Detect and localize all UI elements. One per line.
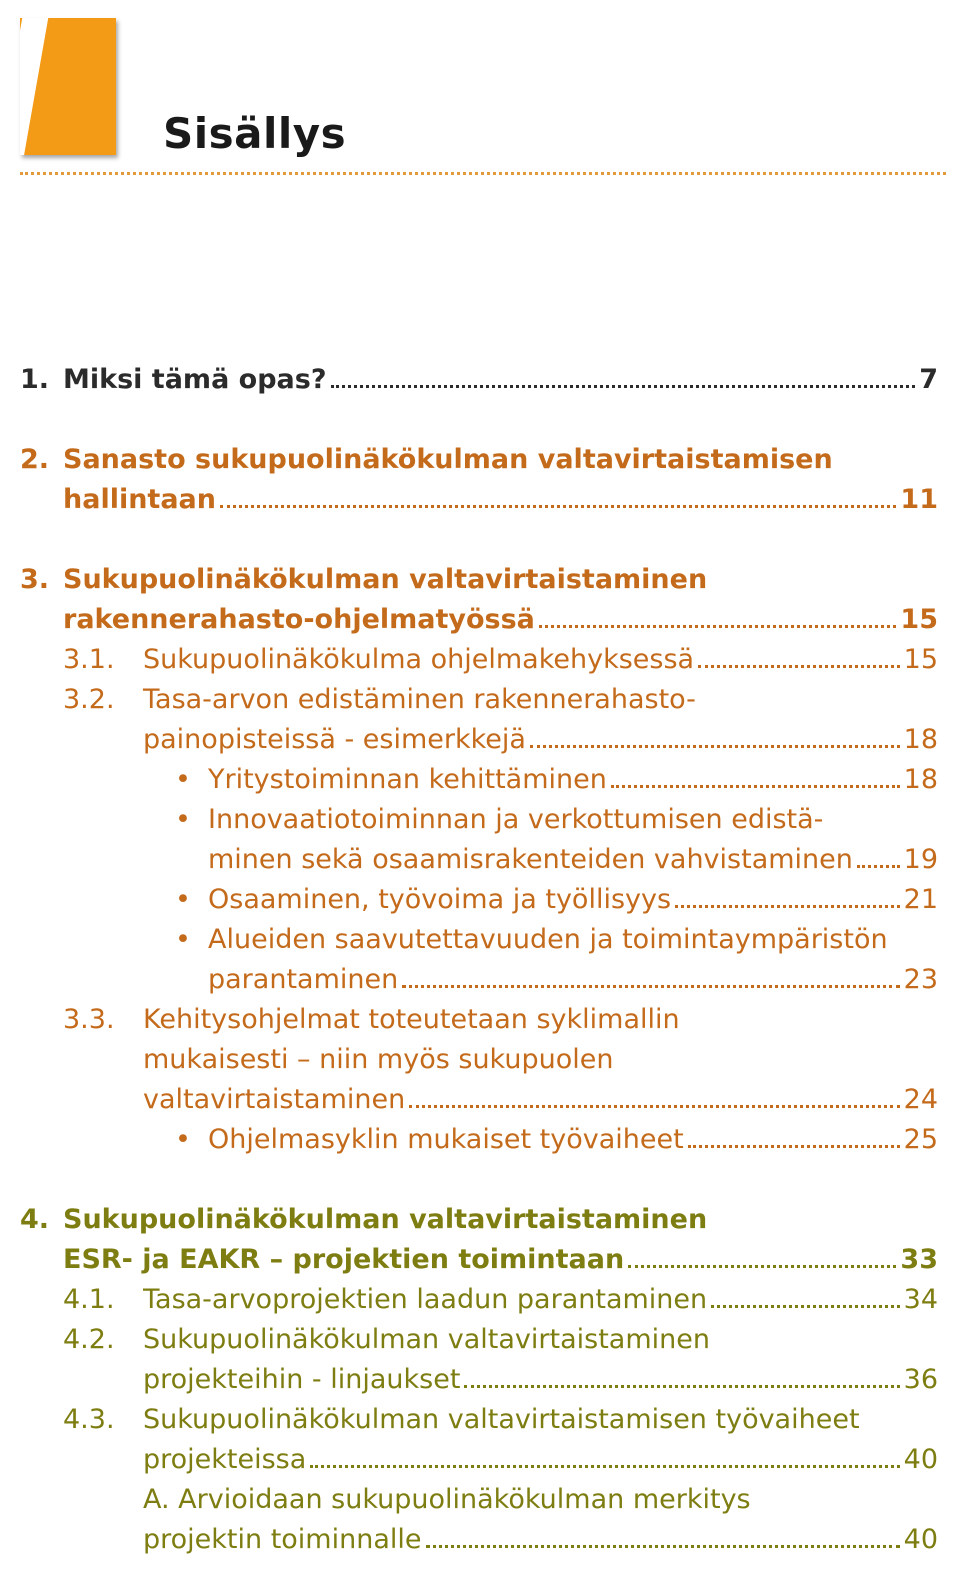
toc-page: 11: [900, 484, 938, 515]
toc-entry-3-2-bullet-2[interactable]: [0, 800, 960, 880]
dot-leader: [220, 481, 896, 508]
toc-number: 2.: [20, 444, 50, 475]
dot-leader: [711, 1281, 900, 1308]
toc-page: 25: [903, 1124, 938, 1155]
toc-title-line2: painopisteissä - esimerkkejä: [143, 724, 526, 755]
toc-entry-4-1[interactable]: [0, 1280, 960, 1320]
toc-title-line1: Sanasto sukupuolinäkökulman valtavirtaistamisen: [63, 444, 833, 475]
toc-page: 15: [900, 604, 938, 635]
dot-leader: [675, 881, 900, 908]
bullet-marker: •: [175, 764, 191, 795]
toc-entry-3[interactable]: [0, 560, 960, 640]
toc-page: 18: [903, 764, 938, 795]
toc-page: 40: [903, 1524, 938, 1555]
toc-number: 1.: [20, 364, 50, 395]
dot-leader: [698, 641, 900, 668]
toc-entry-4-3[interactable]: [0, 1400, 960, 1480]
toc-entry-3-3[interactable]: [0, 1000, 960, 1120]
toc-title: Osaaminen, työvoima ja työllisyys: [208, 884, 672, 915]
toc-entry-4[interactable]: [0, 1200, 960, 1280]
dot-leader: [611, 761, 900, 788]
toc-title-line1: Sukupuolinäkökulman valtavirtaistaminen: [63, 1204, 708, 1235]
dot-leader: [857, 841, 900, 868]
toc-leader: [143, 1440, 938, 1480]
toc-entry-3-3-bullet-1[interactable]: [0, 1120, 960, 1160]
toc-leader: [143, 1360, 938, 1400]
toc-title-line1: Innovaatiotoiminnan ja verkottumisen edistä-: [208, 804, 824, 835]
toc-leader: [63, 600, 938, 640]
toc-page: 18: [903, 724, 938, 755]
toc-title-line2: mukaisesti – niin myös sukupuolen: [143, 1044, 614, 1075]
toc-title-line1: Sukupuolinäkökulman valtavirtaistamisen työvaiheet: [143, 1404, 860, 1435]
toc-entry-2[interactable]: [0, 440, 960, 520]
toc-title-line1: Sukupuolinäkökulman valtavirtaistaminen: [63, 564, 708, 595]
toc-number: 3.: [20, 564, 50, 595]
bullet-marker: •: [175, 804, 191, 835]
toc-leader: [143, 1280, 938, 1320]
toc-entry-3-1[interactable]: [0, 640, 960, 680]
toc-leader: [208, 960, 938, 1000]
toc-entry-4-2[interactable]: [0, 1320, 960, 1400]
dot-leader: [539, 601, 897, 628]
toc-entry-1[interactable]: [0, 360, 960, 400]
toc-leader: [63, 1240, 938, 1280]
dot-leader: [530, 721, 900, 748]
dot-leader: [409, 1081, 899, 1108]
toc-page: 36: [903, 1364, 938, 1395]
toc-number: 4.3.: [63, 1404, 115, 1435]
dot-leader: [628, 1241, 896, 1268]
toc-leader: [143, 1080, 938, 1120]
dot-leader: [331, 361, 916, 388]
toc-title-line1: A. Arvioidaan sukupuolinäkökulman merkitys: [143, 1484, 751, 1515]
toc-leader: [63, 480, 938, 520]
logo-stripe: [20, 18, 50, 155]
title-divider: [20, 172, 946, 175]
toc-title-line2: projekteissa: [143, 1444, 307, 1475]
dot-leader: [310, 1441, 899, 1468]
toc-entry-3-2-bullet-3[interactable]: [0, 880, 960, 920]
bullet-marker: •: [175, 924, 191, 955]
toc-title: Ohjelmasyklin mukaiset työvaiheet: [208, 1124, 684, 1155]
toc-number: 4.1.: [63, 1284, 115, 1315]
toc-number: 3.1.: [63, 644, 115, 675]
toc-page: 40: [903, 1444, 938, 1475]
toc-number: 3.2.: [63, 684, 115, 715]
bullet-marker: •: [175, 1124, 191, 1155]
dot-leader: [688, 1121, 900, 1148]
toc-leader: [208, 760, 938, 800]
toc-page: 7: [919, 364, 938, 395]
toc-entry-3-2-bullet-4[interactable]: [0, 920, 960, 1000]
toc-title-line2: projektin toiminnalle: [143, 1524, 422, 1555]
toc-title-line2: projekteihin - linjaukset: [143, 1364, 461, 1395]
toc-entry-4-3-a[interactable]: [0, 1480, 960, 1560]
toc-title-line1: Tasa-arvon edistäminen rakennerahasto-: [143, 684, 696, 715]
toc-title: Sukupuolinäkökulma ohjelmakehyksessä: [143, 644, 695, 675]
toc-title-line2: hallintaan: [63, 484, 216, 515]
toc-leader: [143, 640, 938, 680]
bullet-marker: •: [175, 884, 191, 915]
toc-title-line2: minen sekä osaamisrakenteiden vahvistaminen: [208, 844, 853, 875]
toc-number: 4.: [20, 1204, 50, 1235]
toc-title-line2: rakennerahasto-ohjelmatyössä: [63, 604, 535, 635]
toc-number: 3.3.: [63, 1004, 115, 1035]
toc-leader: [208, 840, 938, 880]
toc-leader: [208, 1120, 938, 1160]
toc-entry-3-2[interactable]: [0, 680, 960, 760]
toc-leader: [143, 1520, 938, 1560]
toc-entry-3-2-bullet-1[interactable]: [0, 760, 960, 800]
toc-title-line1: Sukupuolinäkökulman valtavirtaistaminen: [143, 1324, 710, 1355]
toc-page: 33: [900, 1244, 938, 1275]
dot-leader: [402, 961, 899, 988]
dot-leader: [464, 1361, 899, 1388]
toc-page: 15: [903, 644, 938, 675]
page-title: Sisällys: [163, 109, 347, 158]
toc-page: 19: [903, 844, 938, 875]
toc-number: 4.2.: [63, 1324, 115, 1355]
publisher-logo: [20, 18, 116, 155]
toc-page: 23: [903, 964, 938, 995]
toc-page: 21: [903, 884, 938, 915]
toc-page: 24: [903, 1084, 938, 1115]
toc-leader: [143, 720, 938, 760]
toc-leader: [63, 360, 938, 400]
toc-title-line1: Kehitysohjelmat toteutetaan syklimallin: [143, 1004, 680, 1035]
toc-title-line1: Alueiden saavutettavuuden ja toimintaympäristön: [208, 924, 888, 955]
toc-title: Yritystoiminnan kehittäminen: [208, 764, 607, 795]
toc-title: Tasa-arvoprojektien laadun parantaminen: [143, 1284, 708, 1315]
toc-title-line2: ESR- ja EAKR – projektien toimintaan: [63, 1244, 625, 1275]
toc-page: 34: [903, 1284, 938, 1315]
toc-leader: [208, 880, 938, 920]
toc-title-line3: valtavirtaistaminen: [143, 1084, 406, 1115]
dot-leader: [426, 1521, 900, 1548]
toc-title: Miksi tämä opas?: [63, 364, 327, 395]
toc-title-line2: parantaminen: [208, 964, 399, 995]
